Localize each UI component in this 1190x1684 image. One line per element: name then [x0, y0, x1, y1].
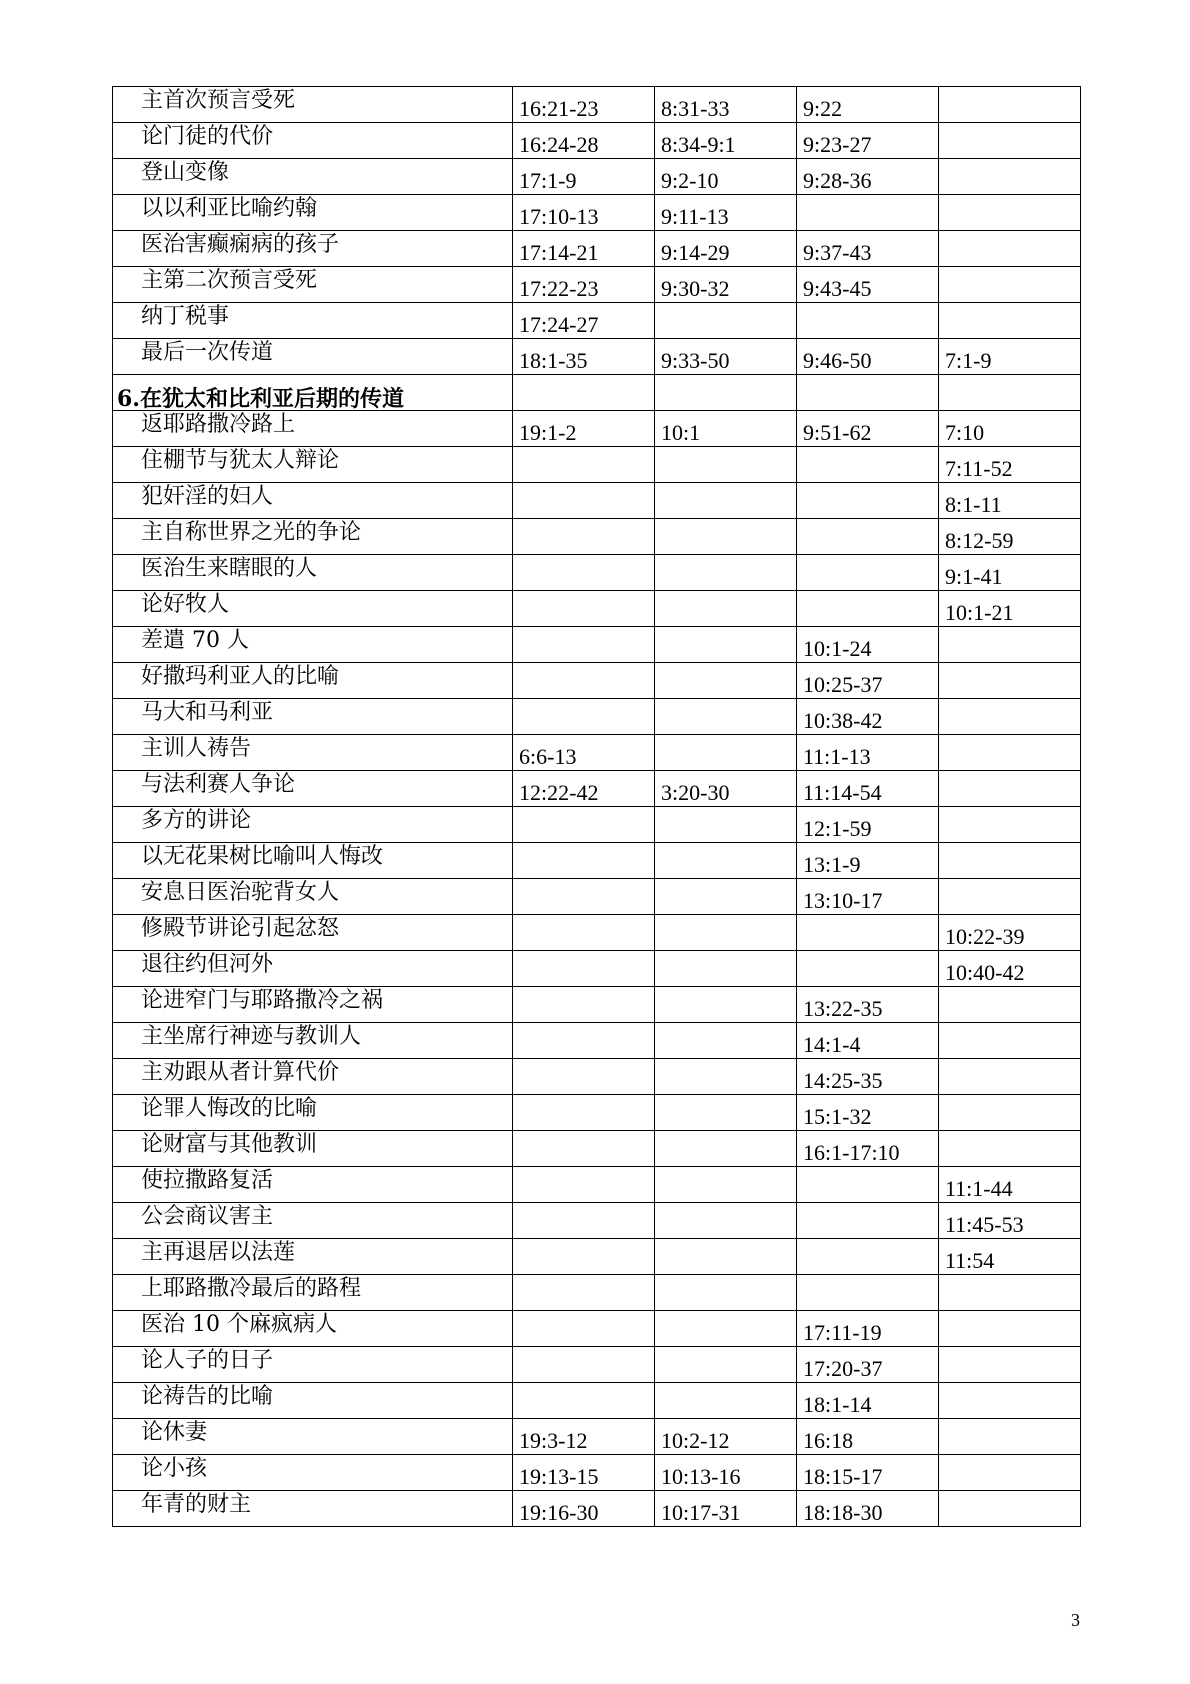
table-row: [113, 159, 1081, 195]
event-cell: 主再退居以法莲: [113, 1239, 513, 1275]
table-row: [113, 807, 1081, 843]
reference-cell: [797, 1275, 939, 1311]
event-cell: 登山变像: [113, 159, 513, 195]
reference-cell: 9:22: [797, 87, 939, 123]
reference-cell: [655, 1347, 797, 1383]
reference-cell: [655, 951, 797, 987]
table-row: [113, 1239, 1081, 1275]
reference-cell: 10:2-12: [655, 1419, 797, 1455]
event-cell: 医治生来瞎眼的人: [113, 555, 513, 591]
event-cell: 主第二次预言受死: [113, 267, 513, 303]
gospel-harmony-table: [112, 86, 1081, 1527]
reference-cell: [797, 591, 939, 627]
reference-cell: [513, 555, 655, 591]
event-cell: 好撒玛利亚人的比喻: [113, 663, 513, 699]
reference-cell: [939, 195, 1081, 231]
event-cell: 修殿节讲论引起忿怒: [113, 915, 513, 951]
reference-cell: [513, 483, 655, 519]
reference-cell: [655, 879, 797, 915]
event-cell: 论罪人悔改的比喻: [113, 1095, 513, 1131]
reference-cell: [655, 1203, 797, 1239]
table-row: [113, 591, 1081, 627]
reference-cell: [655, 699, 797, 735]
reference-cell: 10:22-39: [939, 915, 1081, 951]
reference-cell: [655, 1311, 797, 1347]
event-cell: 以无花果树比喻叫人悔改: [113, 843, 513, 879]
table-row: [113, 1347, 1081, 1383]
reference-cell: 9:23-27: [797, 123, 939, 159]
table-row: [113, 1023, 1081, 1059]
reference-cell: [797, 483, 939, 519]
event-cell: 年青的财主: [113, 1491, 513, 1527]
reference-cell: 6:6-13: [513, 735, 655, 771]
reference-cell: [513, 951, 655, 987]
reference-cell: 7:11-52: [939, 447, 1081, 483]
reference-cell: 9:14-29: [655, 231, 797, 267]
table-row: [113, 771, 1081, 807]
reference-cell: 10:13-16: [655, 1455, 797, 1491]
reference-cell: 17:22-23: [513, 267, 655, 303]
reference-cell: 13:10-17: [797, 879, 939, 915]
reference-cell: [513, 843, 655, 879]
reference-cell: [939, 1347, 1081, 1383]
reference-cell: 17:24-27: [513, 303, 655, 339]
reference-cell: [513, 987, 655, 1023]
event-cell: 医治 10 个麻疯病人: [113, 1311, 513, 1347]
table-row: [113, 1383, 1081, 1419]
reference-cell: 9:43-45: [797, 267, 939, 303]
event-cell: 与法利赛人争论: [113, 771, 513, 807]
event-cell: 医治害癫痫病的孩子: [113, 231, 513, 267]
reference-cell: [655, 987, 797, 1023]
event-cell: 犯奸淫的妇人: [113, 483, 513, 519]
table-row: [113, 1095, 1081, 1131]
reference-cell: [939, 987, 1081, 1023]
reference-cell: 10:1-21: [939, 591, 1081, 627]
table-row: [113, 87, 1081, 123]
reference-cell: 14:1-4: [797, 1023, 939, 1059]
reference-cell: [655, 555, 797, 591]
reference-cell: [797, 951, 939, 987]
table-row: [113, 267, 1081, 303]
reference-cell: [655, 843, 797, 879]
event-cell: 论小孩: [113, 1455, 513, 1491]
reference-cell: [939, 1059, 1081, 1095]
reference-cell: [655, 1275, 797, 1311]
event-cell: 最后一次传道: [113, 339, 513, 375]
event-cell: 论祷告的比喻: [113, 1383, 513, 1419]
reference-cell: [655, 1095, 797, 1131]
reference-cell: 7:10: [939, 411, 1081, 447]
event-cell: 论门徒的代价: [113, 123, 513, 159]
table-row: [113, 555, 1081, 591]
reference-cell: [939, 771, 1081, 807]
reference-cell: 17:1-9: [513, 159, 655, 195]
reference-cell: 16:1-17:10: [797, 1131, 939, 1167]
reference-cell: 10:40-42: [939, 951, 1081, 987]
reference-cell: 17:10-13: [513, 195, 655, 231]
reference-cell: 13:22-35: [797, 987, 939, 1023]
reference-cell: [513, 915, 655, 951]
reference-cell: 17:20-37: [797, 1347, 939, 1383]
reference-cell: [939, 627, 1081, 663]
reference-cell: 11:45-53: [939, 1203, 1081, 1239]
reference-cell: 8:34-9:1: [655, 123, 797, 159]
table-row: [113, 483, 1081, 519]
table-row: [113, 195, 1081, 231]
reference-cell: [655, 1023, 797, 1059]
reference-cell: 8:12-59: [939, 519, 1081, 555]
event-cell: 安息日医治驼背女人: [113, 879, 513, 915]
reference-cell: 9:37-43: [797, 231, 939, 267]
reference-cell: [513, 1167, 655, 1203]
reference-cell: [939, 807, 1081, 843]
event-cell: 返耶路撒冷路上: [113, 411, 513, 447]
reference-cell: 10:38-42: [797, 699, 939, 735]
reference-cell: [797, 447, 939, 483]
reference-cell: 18:1-35: [513, 339, 655, 375]
table-row: [113, 447, 1081, 483]
reference-cell: 16:21-23: [513, 87, 655, 123]
reference-cell: [939, 735, 1081, 771]
event-cell: 主劝跟从者计算代价: [113, 1059, 513, 1095]
table-row: [113, 735, 1081, 771]
reference-cell: [797, 915, 939, 951]
reference-cell: [513, 1059, 655, 1095]
reference-cell: [655, 1383, 797, 1419]
event-cell: 论休妻: [113, 1419, 513, 1455]
reference-cell: [939, 1023, 1081, 1059]
reference-cell: 9:51-62: [797, 411, 939, 447]
table-row: [113, 1311, 1081, 1347]
reference-cell: 17:14-21: [513, 231, 655, 267]
table-row: [113, 1419, 1081, 1455]
event-cell: 论好牧人: [113, 591, 513, 627]
event-cell: 主自称世界之光的争论: [113, 519, 513, 555]
reference-cell: [655, 807, 797, 843]
reference-cell: [655, 735, 797, 771]
reference-cell: 11:14-54: [797, 771, 939, 807]
section-row: [113, 375, 1081, 411]
reference-cell: [939, 1311, 1081, 1347]
reference-cell: [513, 1203, 655, 1239]
table-row: [113, 339, 1081, 375]
reference-cell: [939, 1095, 1081, 1131]
reference-cell: 11:1-44: [939, 1167, 1081, 1203]
reference-cell: 7:1-9: [939, 339, 1081, 375]
reference-cell: [939, 303, 1081, 339]
table-row: [113, 1167, 1081, 1203]
reference-cell: [797, 1203, 939, 1239]
reference-cell: [797, 375, 939, 411]
table-row: [113, 303, 1081, 339]
event-cell: 差遣 70 人: [113, 627, 513, 663]
event-cell: 公会商议害主: [113, 1203, 513, 1239]
reference-cell: 17:11-19: [797, 1311, 939, 1347]
reference-cell: 3:20-30: [655, 771, 797, 807]
event-cell: 以以利亚比喻约翰: [113, 195, 513, 231]
reference-cell: 12:22-42: [513, 771, 655, 807]
reference-cell: [655, 627, 797, 663]
table-row: [113, 123, 1081, 159]
reference-cell: 12:1-59: [797, 807, 939, 843]
reference-cell: [655, 1131, 797, 1167]
reference-cell: [513, 375, 655, 411]
reference-cell: [655, 483, 797, 519]
table-row: [113, 951, 1081, 987]
table-row: [113, 1059, 1081, 1095]
event-cell: 马大和马利亚: [113, 699, 513, 735]
reference-cell: 9:30-32: [655, 267, 797, 303]
reference-cell: [513, 1131, 655, 1167]
reference-cell: [513, 1023, 655, 1059]
reference-cell: [939, 267, 1081, 303]
event-cell: 住棚节与犹太人辩论: [113, 447, 513, 483]
reference-cell: [939, 159, 1081, 195]
table-body: [113, 87, 1081, 1527]
reference-cell: [513, 1311, 655, 1347]
reference-cell: [797, 1167, 939, 1203]
reference-cell: [513, 447, 655, 483]
reference-cell: 19:16-30: [513, 1491, 655, 1527]
reference-cell: 9:28-36: [797, 159, 939, 195]
reference-cell: 8:1-11: [939, 483, 1081, 519]
event-cell: 主坐席行神迹与教训人: [113, 1023, 513, 1059]
event-cell: 纳丁税事: [113, 303, 513, 339]
reference-cell: 13:1-9: [797, 843, 939, 879]
reference-cell: [939, 1419, 1081, 1455]
reference-cell: 10:17-31: [655, 1491, 797, 1527]
reference-cell: [939, 699, 1081, 735]
reference-cell: [655, 303, 797, 339]
reference-cell: [513, 879, 655, 915]
reference-cell: 10:1-24: [797, 627, 939, 663]
section-heading: 6.在犹太和比利亚后期的传道: [113, 375, 513, 411]
table-row: [113, 1455, 1081, 1491]
table-row: [113, 987, 1081, 1023]
reference-cell: [513, 591, 655, 627]
reference-cell: 9:1-41: [939, 555, 1081, 591]
event-cell: 上耶路撒冷最后的路程: [113, 1275, 513, 1311]
reference-cell: [939, 231, 1081, 267]
reference-cell: [513, 663, 655, 699]
event-cell: 主首次预言受死: [113, 87, 513, 123]
reference-cell: [655, 519, 797, 555]
reference-cell: [939, 375, 1081, 411]
reference-cell: 8:31-33: [655, 87, 797, 123]
table-row: [113, 411, 1081, 447]
reference-cell: 14:25-35: [797, 1059, 939, 1095]
table-row: [113, 879, 1081, 915]
reference-cell: 11:54: [939, 1239, 1081, 1275]
reference-cell: 19:13-15: [513, 1455, 655, 1491]
reference-cell: 10:1: [655, 411, 797, 447]
table-row: [113, 915, 1081, 951]
event-cell: 使拉撒路复活: [113, 1167, 513, 1203]
reference-cell: 16:18: [797, 1419, 939, 1455]
reference-cell: [797, 519, 939, 555]
reference-cell: [797, 1239, 939, 1275]
reference-cell: [939, 87, 1081, 123]
page-number: 3: [1071, 1610, 1080, 1630]
reference-cell: [655, 915, 797, 951]
reference-cell: [939, 879, 1081, 915]
reference-cell: 18:1-14: [797, 1383, 939, 1419]
reference-cell: 19:1-2: [513, 411, 655, 447]
reference-cell: [655, 663, 797, 699]
event-cell: 论人子的日子: [113, 1347, 513, 1383]
reference-cell: [513, 699, 655, 735]
reference-cell: 9:46-50: [797, 339, 939, 375]
table-row: [113, 843, 1081, 879]
table-row: [113, 1131, 1081, 1167]
event-cell: 主训人祷告: [113, 735, 513, 771]
reference-cell: 18:18-30: [797, 1491, 939, 1527]
reference-cell: [513, 1095, 655, 1131]
reference-cell: [655, 1059, 797, 1095]
reference-cell: [939, 1455, 1081, 1491]
reference-cell: 19:3-12: [513, 1419, 655, 1455]
reference-cell: [513, 1239, 655, 1275]
reference-cell: [655, 447, 797, 483]
table-row: [113, 627, 1081, 663]
reference-cell: [939, 843, 1081, 879]
reference-cell: 9:2-10: [655, 159, 797, 195]
table-row: [113, 1491, 1081, 1527]
reference-cell: [797, 195, 939, 231]
reference-cell: [939, 663, 1081, 699]
reference-cell: 16:24-28: [513, 123, 655, 159]
table-row: [113, 1275, 1081, 1311]
reference-cell: 11:1-13: [797, 735, 939, 771]
reference-cell: [939, 1383, 1081, 1419]
reference-cell: [655, 591, 797, 627]
reference-cell: [939, 123, 1081, 159]
reference-cell: [939, 1275, 1081, 1311]
event-cell: 退往约但河外: [113, 951, 513, 987]
event-cell: 多方的讲论: [113, 807, 513, 843]
reference-cell: [797, 555, 939, 591]
reference-cell: [797, 303, 939, 339]
event-cell: 论财富与其他教训: [113, 1131, 513, 1167]
reference-cell: [655, 375, 797, 411]
reference-cell: [939, 1131, 1081, 1167]
reference-cell: [513, 1347, 655, 1383]
reference-cell: [513, 519, 655, 555]
table-row: [113, 663, 1081, 699]
table-row: [113, 519, 1081, 555]
reference-cell: 18:15-17: [797, 1455, 939, 1491]
reference-cell: [655, 1167, 797, 1203]
reference-cell: 10:25-37: [797, 663, 939, 699]
table-row: [113, 231, 1081, 267]
reference-cell: [513, 627, 655, 663]
event-cell: 论进窄门与耶路撒冷之祸: [113, 987, 513, 1023]
reference-cell: [513, 1383, 655, 1419]
reference-cell: [513, 807, 655, 843]
reference-cell: [939, 1491, 1081, 1527]
reference-cell: 9:11-13: [655, 195, 797, 231]
reference-cell: [655, 1239, 797, 1275]
reference-cell: 9:33-50: [655, 339, 797, 375]
table-row: [113, 1203, 1081, 1239]
reference-cell: 15:1-32: [797, 1095, 939, 1131]
reference-cell: [513, 1275, 655, 1311]
table-row: [113, 699, 1081, 735]
